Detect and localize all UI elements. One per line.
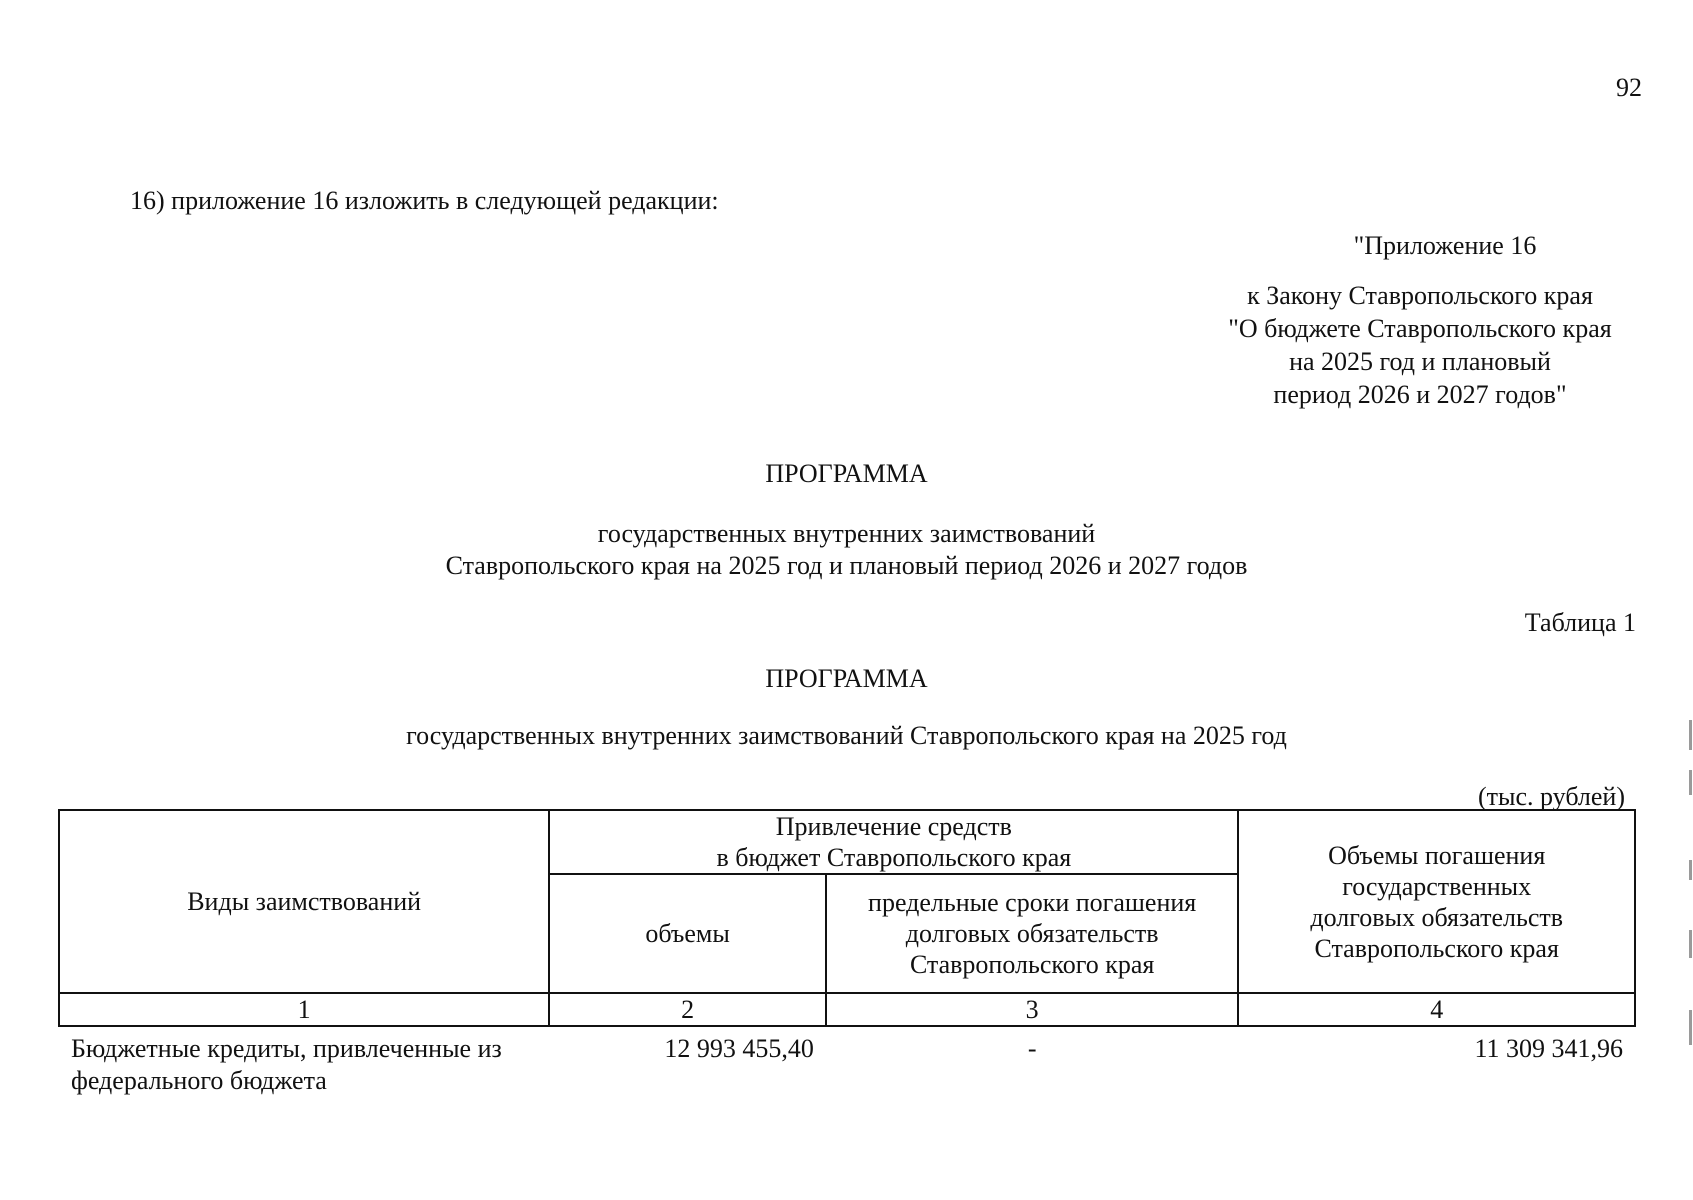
scan-mark [1689,720,1692,750]
scan-mark [1689,770,1692,795]
amount-cell: 12 993 455,40 [664,1034,814,1063]
program-subheading [0,518,1693,582]
scan-mark [1689,860,1692,880]
borrowing-type-cell [59,1026,549,1097]
borrowing-type-line: Бюджетные кредиты, привлеченные из [71,1034,502,1063]
page-number: 92 [1616,73,1642,102]
scan-margin-marks [1687,720,1693,1050]
table-label: Таблица 1 [1524,608,1636,637]
header-volumes: объемы [549,874,826,993]
header-terms [826,874,1239,993]
table-program-heading: ПРОГРАММА [765,664,928,693]
header-terms-line: долговых обязательств [905,919,1159,948]
appendix-title: "Приложение 16 [1353,231,1537,260]
appendix-line: на 2025 год и плановый [1289,347,1551,377]
header-borrowing-types: Виды заимствований [59,810,549,993]
column-number: 2 [549,993,826,1026]
term-cell: - [1027,1034,1037,1063]
column-number-row [59,993,1635,1026]
header-attraction-line: Привлечение средств [775,812,1012,841]
program-heading: ПРОГРАММА [765,459,928,488]
table-header-row [59,810,1635,874]
borrowing-table [58,809,1636,1097]
header-repayment-line: государственных [1342,871,1532,901]
header-repayment-line: долговых обязательств [1310,902,1564,932]
units-label: (тыс. рублей) [1477,782,1625,811]
header-attraction-line: в бюджет Ставропольского края [716,843,1072,872]
table-row [59,1026,1635,1097]
header-attraction [549,810,1238,874]
column-number: 4 [1238,993,1635,1026]
appendix-line: период 2026 и 2027 годов" [1273,380,1567,410]
amendment-intro: 16) приложение 16 изложить в следующей редакции: [130,186,719,215]
appendix-line: к Закону Ставропольского края [1247,281,1593,311]
appendix-line: "О бюджете Ставропольского края [1228,314,1612,344]
table-program-subheading: государственных внутренних заимствований Ставропольского края на 2025 год [406,721,1287,750]
header-terms-line: предельные сроки погашения [868,888,1197,917]
appendix-header [1195,230,1645,411]
scan-mark [1689,1010,1692,1045]
program-subheading-line: государственных внутренних заимствований [597,519,1096,548]
scan-mark [1689,930,1692,958]
header-repayment-line: Объемы погашения [1328,840,1546,870]
header-repayment-line: Ставропольского края [1314,933,1559,963]
repayment-cell: 11 309 341,96 [1474,1034,1623,1063]
borrowing-type-line: федерального бюджета [71,1066,327,1095]
header-terms-line: Ставропольского края [909,950,1155,979]
header-repayment [1238,810,1635,993]
program-subheading-line: Ставропольского края на 2025 год и плановый период 2026 и 2027 годов [445,551,1248,580]
column-number: 1 [59,993,549,1026]
column-number: 3 [826,993,1239,1026]
